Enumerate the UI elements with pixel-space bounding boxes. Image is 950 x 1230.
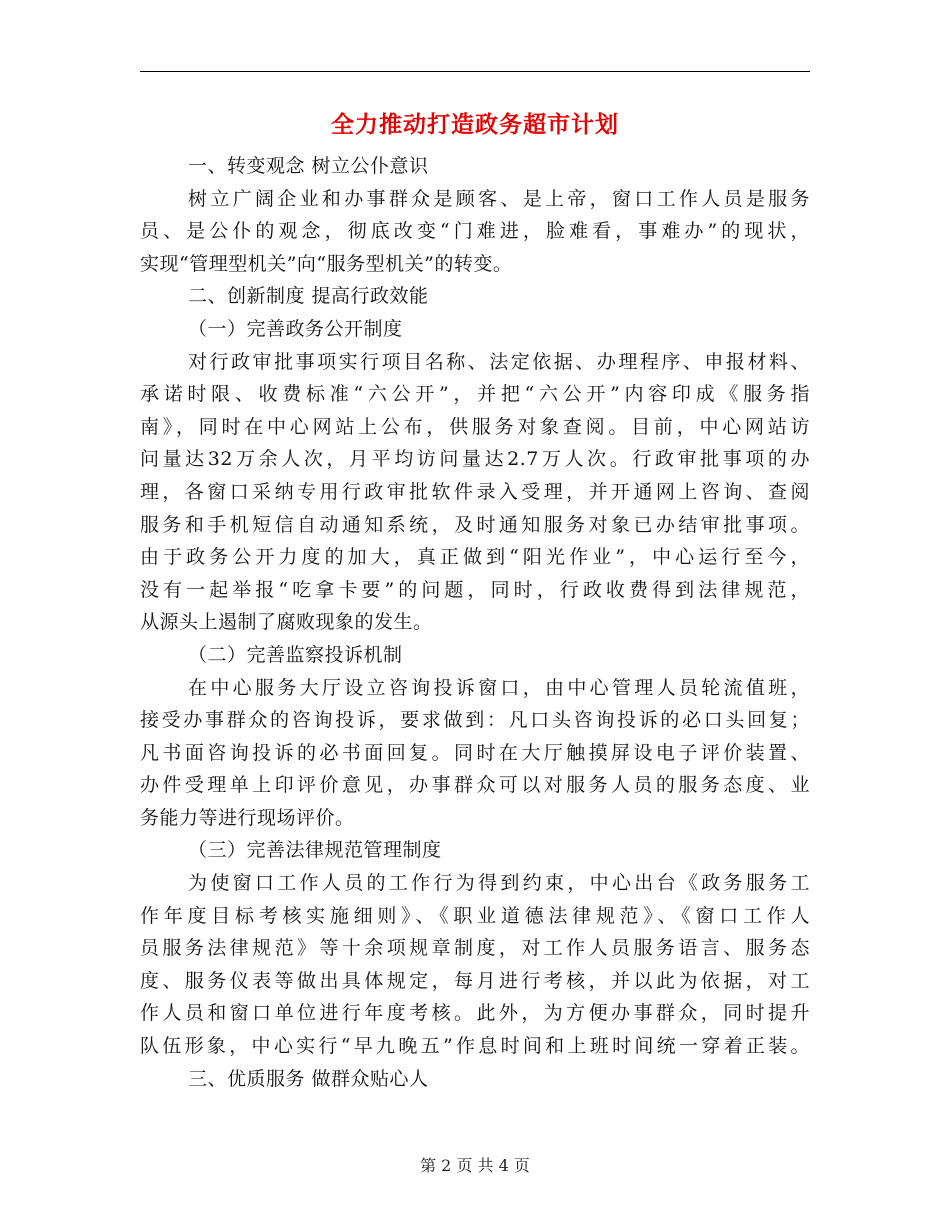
- section-heading: 二、创新制度 提高行政效能: [188, 285, 429, 308]
- paragraph-line: 从源头上遏制了腐败现象的发生。: [140, 611, 433, 634]
- paragraph-line: 承诺时限、收费标准“六公开”，并把“六公开”内容印成《服务指: [140, 383, 810, 406]
- section-heading: 三、优质服务 做群众贴心人: [188, 1067, 429, 1090]
- paragraph-line: 员服务法律规范》等十余项规章制度，对工作人员服务语言、服务态: [140, 937, 810, 960]
- paragraph-line: 树立广阔企业和办事群众是顾客、是上帝，窗口工作人员是服务: [188, 187, 810, 210]
- paragraph-line: 度、服务仪表等做出具体规定，每月进行考核，并以此为依据，对工: [140, 969, 810, 992]
- paragraph-line: 作年度目标考核实施细则》、《职业道德法律规范》、《窗口工作人: [140, 904, 810, 927]
- document-title: 全力推动打造政务超市计划: [331, 111, 619, 138]
- paragraph-line: 对行政审批事项实行项目名称、法定依据、办理程序、申报材料、: [188, 350, 810, 373]
- page-number-footer: 第 2 页 共 4 页: [420, 1156, 530, 1175]
- paragraph-line: 作人员和窗口单位进行年度考核。此外，为方便办事群众，同时提升: [140, 1002, 810, 1025]
- paragraph-line: 实现“管理型机关”向“服务型机关”的转变。: [140, 252, 513, 275]
- paragraph-line: 接受办事群众的咨询投诉，要求做到：凡口头咨询投诉的必口头回复；: [140, 709, 810, 732]
- paragraph-line: 凡书面咨询投诉的必书面回复。同时在大厅触摸屏设电子评价装置、: [140, 741, 810, 764]
- paragraph-line: 务能力等进行现场评价。: [140, 806, 355, 829]
- paragraph-line: 服务和手机短信自动通知系统，及时通知服务对象已办结审批事项。: [140, 513, 810, 536]
- paragraph-line: 由于政务公开力度的加大，真正做到“阳光作业”，中心运行至今，: [140, 546, 810, 569]
- subsection-heading: （二）完善监察投诉机制: [188, 643, 403, 666]
- paragraph-line: 为使窗口工作人员的工作行为得到约束，中心出台《政务服务工: [188, 872, 810, 895]
- paragraph-line: 队伍形象，中心实行“早九晚五”作息时间和上班时间统一穿着正装。: [140, 1035, 810, 1058]
- paragraph-line: 在中心服务大厅设立咨询投诉窗口，由中心管理人员轮流值班，: [188, 676, 810, 699]
- section-heading: 一、转变观念 树立公仆意识: [188, 155, 429, 177]
- paragraph-line: 办件受理单上印评价意见，办事群众可以对服务人员的服务态度、业: [140, 774, 810, 797]
- paragraph-line: 南》，同时在中心网站上公布，供服务对象查阅。目前，中心网站访: [140, 415, 810, 438]
- subsection-heading: （一）完善政务公开制度: [188, 317, 403, 340]
- header-rule: [140, 71, 810, 72]
- subsection-heading: （三）完善法律规范管理制度: [188, 839, 442, 862]
- paragraph-line: 员、是公仆的观念，彻底改变“门难进，脸难看，事难办”的现状，: [140, 220, 810, 243]
- paragraph-line: 问量达32万余人次，月平均访问量达2.7万人次。行政审批事项的办: [140, 448, 810, 471]
- paragraph-line: 没有一起举报“吃拿卡要”的问题，同时，行政收费得到法律规范，: [140, 578, 810, 601]
- document-body: [140, 150, 810, 1095]
- paragraph-line: 理，各窗口采纳专用行政审批软件录入受理，并开通网上咨询、查阅: [140, 480, 810, 503]
